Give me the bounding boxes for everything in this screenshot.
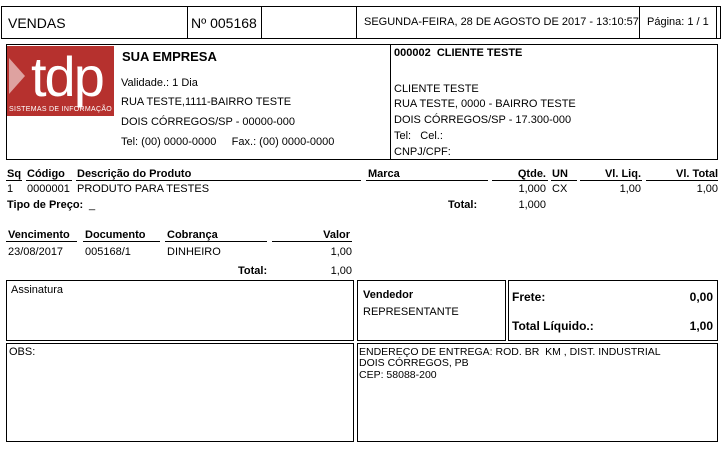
pay-underline-doc [83, 241, 160, 242]
col-underline-sq [6, 180, 22, 181]
pay-underline-due [6, 241, 77, 242]
document-datetime: SEGUNDA-FEIRA, 28 DE AGOSTO DE 2017 - 13:10:57 [364, 16, 639, 28]
logo-mark: tdp [31, 46, 103, 108]
client-name: CLIENTE TESTE [394, 83, 479, 95]
net-total-label: Total Líquido.: [512, 319, 594, 333]
header-divider [261, 6, 262, 39]
company-phones: Tel: (00) 0000-0000 Fax.: (00) 0000-0000 [121, 136, 335, 148]
col-underline-unit-price [580, 180, 642, 181]
company-city: DOIS CÓRREGOS/SP - 00000-000 [121, 116, 296, 128]
company-logo [7, 46, 114, 116]
col-underline-brand [366, 180, 488, 181]
pay-doc: 005168/1 [85, 246, 131, 258]
page-indicator: Página: 1 / 1 [647, 16, 709, 28]
pay-header-value: Valor [323, 229, 350, 241]
col-header-brand: Marca [368, 168, 400, 180]
client-phones: Tel: Cel.: [394, 130, 443, 142]
obs-box [6, 343, 354, 442]
net-total-value: 1,00 [689, 319, 713, 333]
obs-label: OBS: [9, 346, 36, 358]
items-total-label: Total: [448, 199, 478, 211]
row-sq: 1 [7, 183, 14, 195]
delivery-address-line2: DOIS CÓRREGOS, PB [359, 357, 469, 369]
company-address: RUA TESTE,1111-BAIRRO TESTE [121, 96, 292, 108]
items-total-qty: 1,000 [518, 199, 546, 211]
logo-subtitle: SISTEMAS DE INFORMAÇÃO [9, 106, 113, 113]
delivery-address-line3: CEP: 58088-200 [359, 369, 437, 381]
col-header-total: Vl. Total [676, 168, 718, 180]
company-client-divider [390, 44, 391, 160]
row-unit: CX [552, 183, 568, 195]
pay-header-doc: Documento [85, 229, 146, 241]
header-divider [187, 6, 188, 39]
pay-underline-method [165, 241, 267, 242]
col-underline-description [76, 180, 361, 181]
col-header-sq: Sq [7, 168, 22, 180]
price-type-value: _ [89, 199, 96, 211]
row-code: 0000001 [27, 183, 70, 195]
document-number: Nº 005168 [191, 15, 257, 31]
pay-header-due: Vencimento [8, 229, 70, 241]
logo-arrow-icon [9, 58, 25, 94]
document-title: VENDAS [8, 15, 66, 31]
company-validity: Validade.: 1 Dia [121, 77, 198, 89]
client-address: RUA TESTE, 0000 - BAIRRO TESTE [394, 98, 576, 110]
col-header-description: Descrição do Produto [77, 168, 192, 180]
pay-header-method: Cobrança [167, 229, 218, 241]
row-unit-price: 1,00 [619, 183, 641, 195]
pay-underline-value [272, 241, 352, 242]
payments-total-label: Total: [238, 265, 268, 277]
col-header-qty: Qtde. [517, 168, 546, 180]
col-underline-unit [551, 180, 577, 181]
freight-value: 0,00 [689, 290, 713, 304]
col-header-unit: UN [552, 168, 568, 180]
col-header-code: Código [27, 168, 65, 180]
seller-name: REPRESENTANTE [363, 306, 459, 318]
col-header-unit-price: Vl. Liq. [604, 168, 641, 180]
header-divider [356, 6, 357, 39]
seller-label: Vendedor [363, 289, 414, 301]
col-underline-code [26, 180, 72, 181]
delivery-address-line1: ENDEREÇO DE ENTREGA: ROD. BR KM , DIST. INDUSTRIAL [359, 346, 661, 358]
client-doc: CNPJ/CPF: [394, 146, 451, 158]
price-type-label: Tipo de Preço: [7, 199, 84, 211]
row-description: PRODUTO PARA TESTES [77, 183, 210, 195]
col-underline-qty [492, 180, 548, 181]
pay-value: 1,00 [330, 246, 352, 258]
pay-method: DINHEIRO [167, 246, 221, 258]
header-divider [716, 6, 717, 39]
col-underline-total [646, 180, 718, 181]
pay-due: 23/08/2017 [8, 246, 64, 258]
client-city: DOIS CÓRREGOS/SP - 17.300-000 [394, 114, 572, 126]
company-name: SUA EMPRESA [122, 49, 217, 64]
freight-label: Frete: [512, 290, 546, 304]
payments-total-value: 1,00 [330, 265, 352, 277]
signature-label: Assinatura [11, 284, 63, 296]
row-qty: 1,000 [518, 183, 546, 195]
row-total: 1,00 [696, 183, 718, 195]
header-divider [639, 6, 640, 39]
client-code-name: 000002 CLIENTE TESTE [394, 47, 523, 59]
